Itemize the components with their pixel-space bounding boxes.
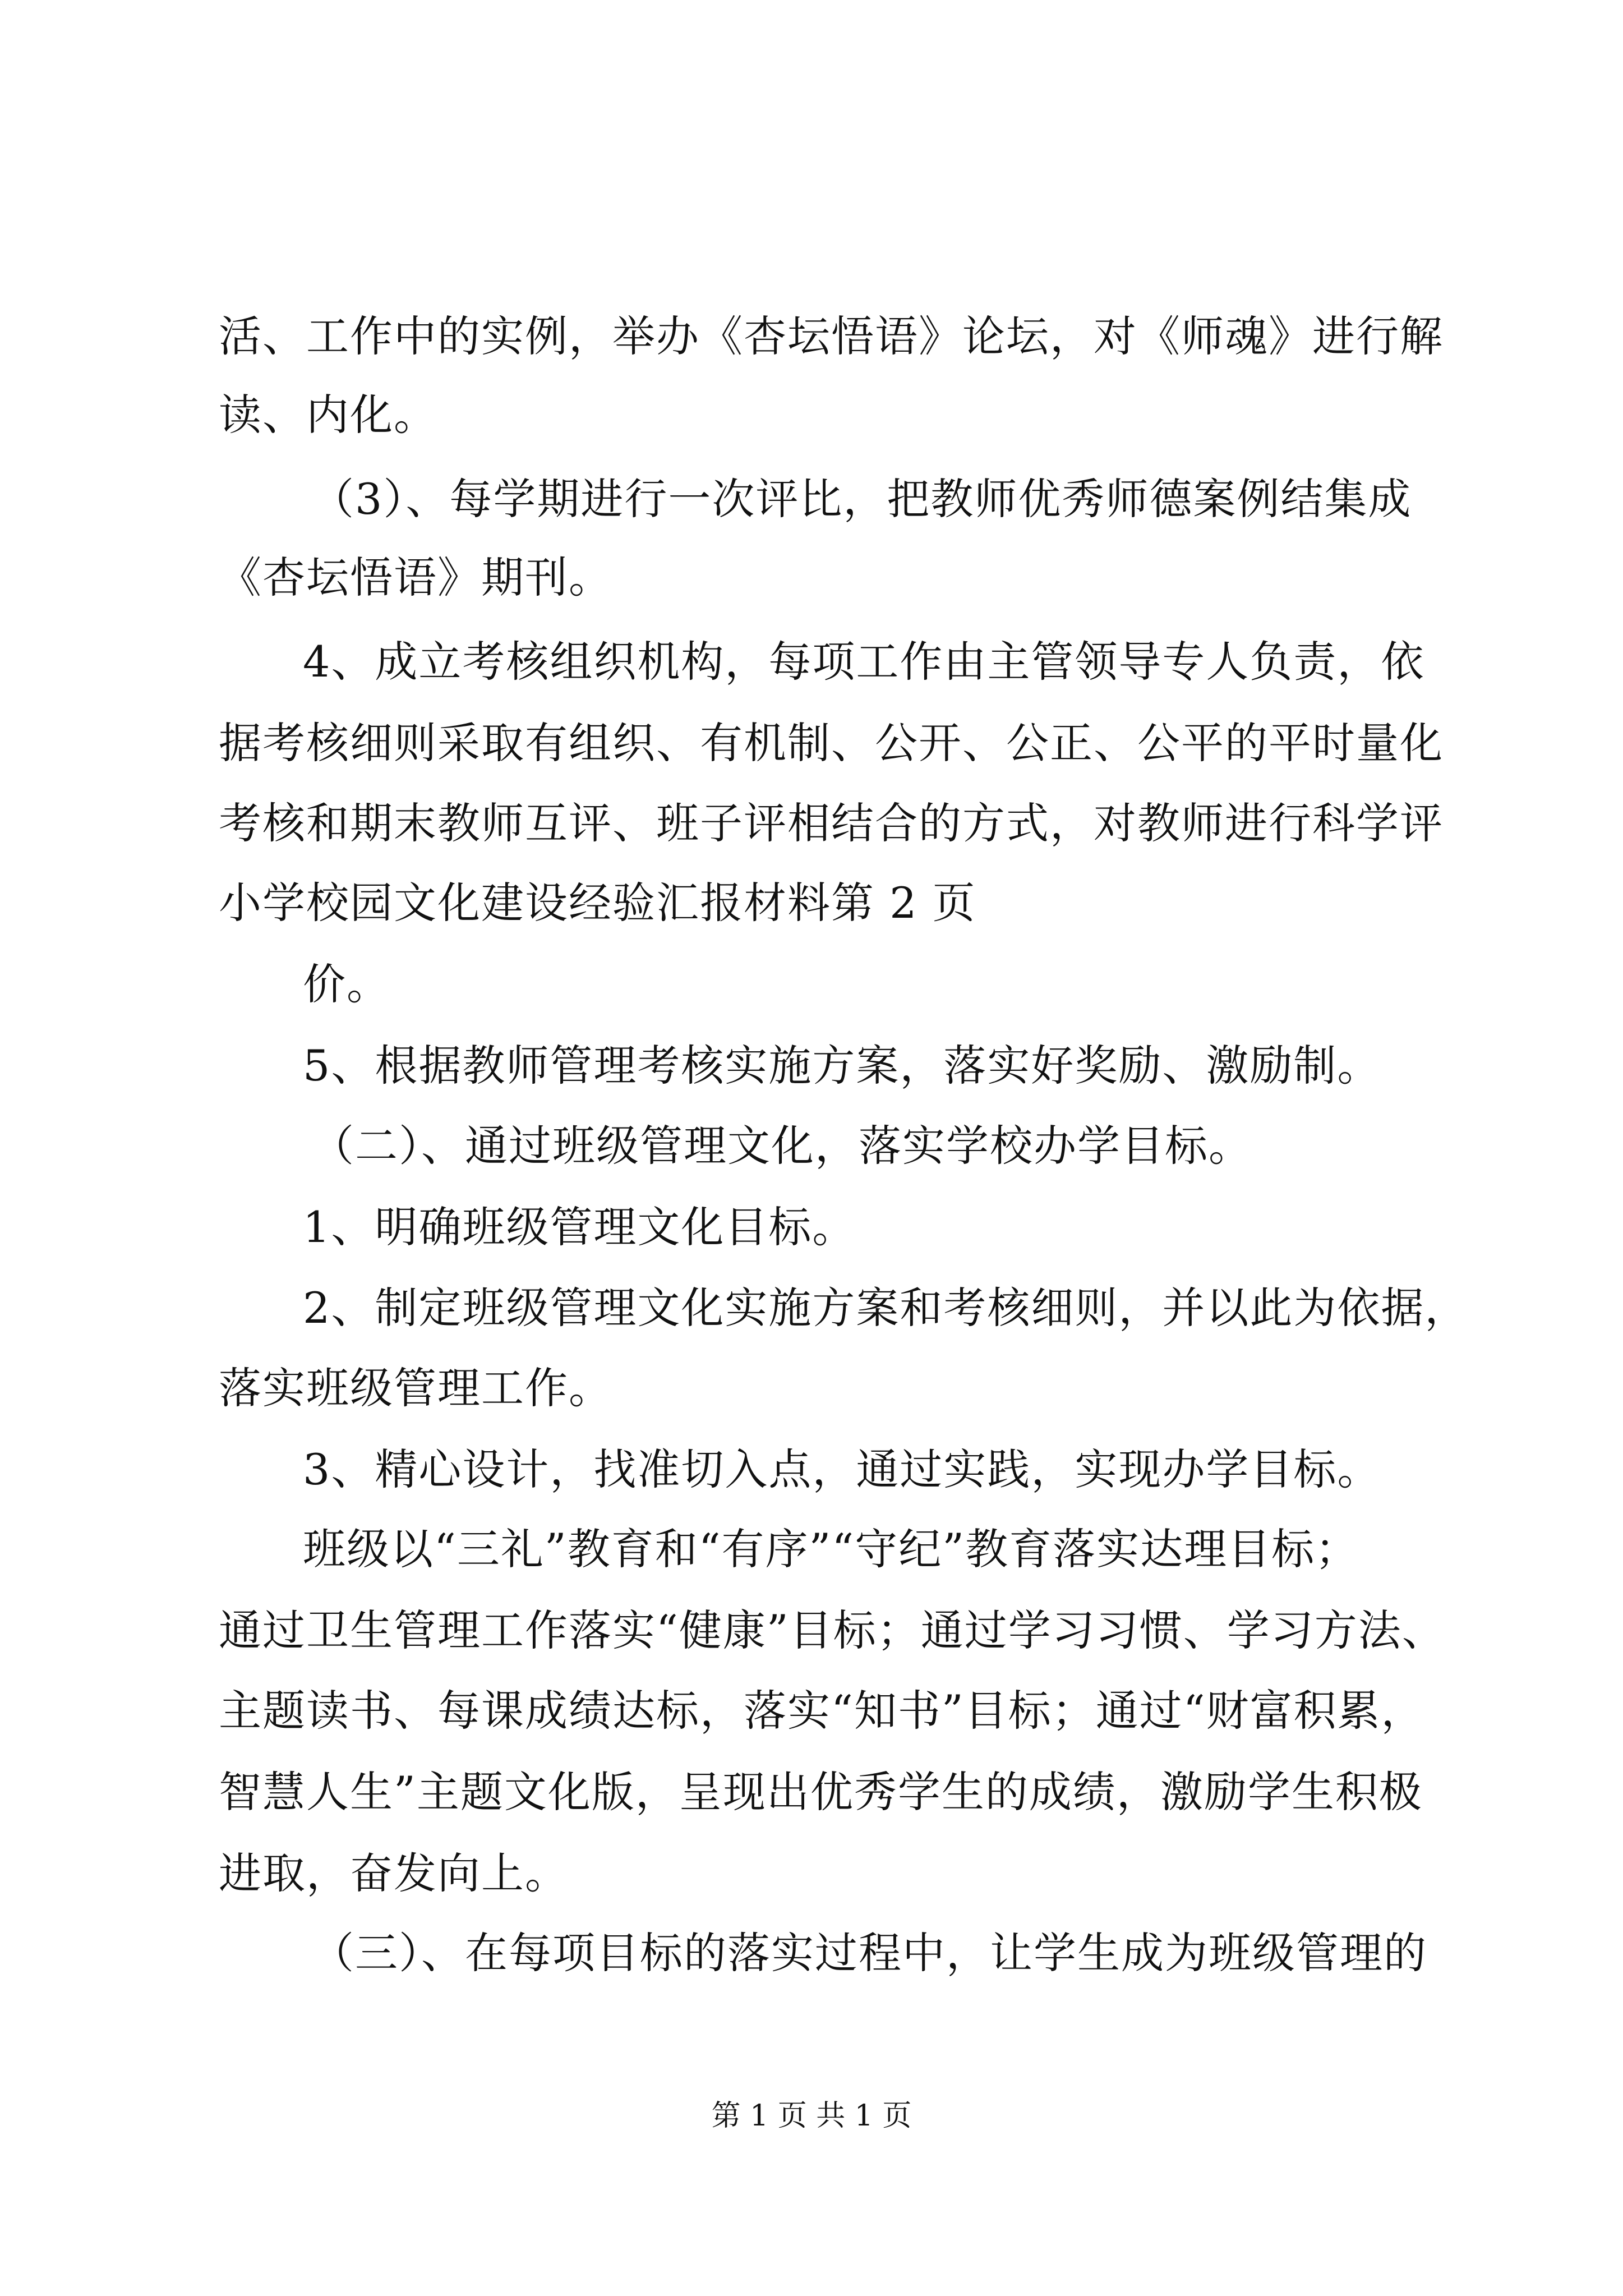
text-line: 落实班级管理工作。	[219, 1363, 612, 1413]
text-line: 主题读书、每课成绩达标，落实“知书”目标；通过“财富积累，	[219, 1686, 1425, 1736]
text-line: 活、工作中的实例，举办《杏坛悟语》论坛，对《师魂》进行解	[219, 311, 1444, 361]
text-line: 进取，奋发向上。	[219, 1848, 569, 1898]
text-line: 智慧人生”主题文化版，呈现出优秀学生的成绩，激励学生积极	[219, 1767, 1423, 1817]
text-line: 2、制定班级管理文化实施方案和考核细则，并以此为依据，	[303, 1283, 1469, 1333]
text-line: 1、明确班级管理文化目标。	[303, 1202, 856, 1252]
text-line: 4、成立考核组织机构，每项工作由主管领导专人负责，依	[303, 637, 1425, 687]
text-line: （3）、每学期进行一次评比，把教师优秀师德案例结集成	[311, 474, 1412, 524]
text-line: 读、内化。	[219, 390, 437, 440]
text-line: （二）、通过班级管理文化，落实学校办学目标。	[311, 1121, 1252, 1171]
text-line: 3、精心设计，找准切入点，通过实践，实现办学目标。	[303, 1444, 1381, 1494]
text-line: 小学校园文化建设经验汇报材料第 2 页	[219, 878, 976, 928]
text-line: 价。	[303, 959, 390, 1009]
page-footer: 第 1 页 共 1 页	[711, 2099, 912, 2133]
text-line: 5、根据教师管理考核实施方案，落实好奖励、激励制。	[303, 1041, 1381, 1091]
text-line: 通过卫生管理工作落实“健康”目标；通过学习习惯、学习方法、	[219, 1605, 1446, 1655]
text-line: 考核和期末教师互评、班子评相结合的方式，对教师进行科学评	[219, 798, 1444, 848]
text-line: 《杏坛悟语》期刊。	[219, 553, 612, 602]
text-line: 班级以“三礼”教育和“有序”“守纪”教育落实达理目标；	[303, 1524, 1359, 1574]
text-line: （三）、在每项目标的落实过程中，让学生成为班级管理的	[311, 1928, 1427, 1978]
text-line: 据考核细则采取有组织、有机制、公开、公正、公平的平时量化	[219, 718, 1444, 768]
